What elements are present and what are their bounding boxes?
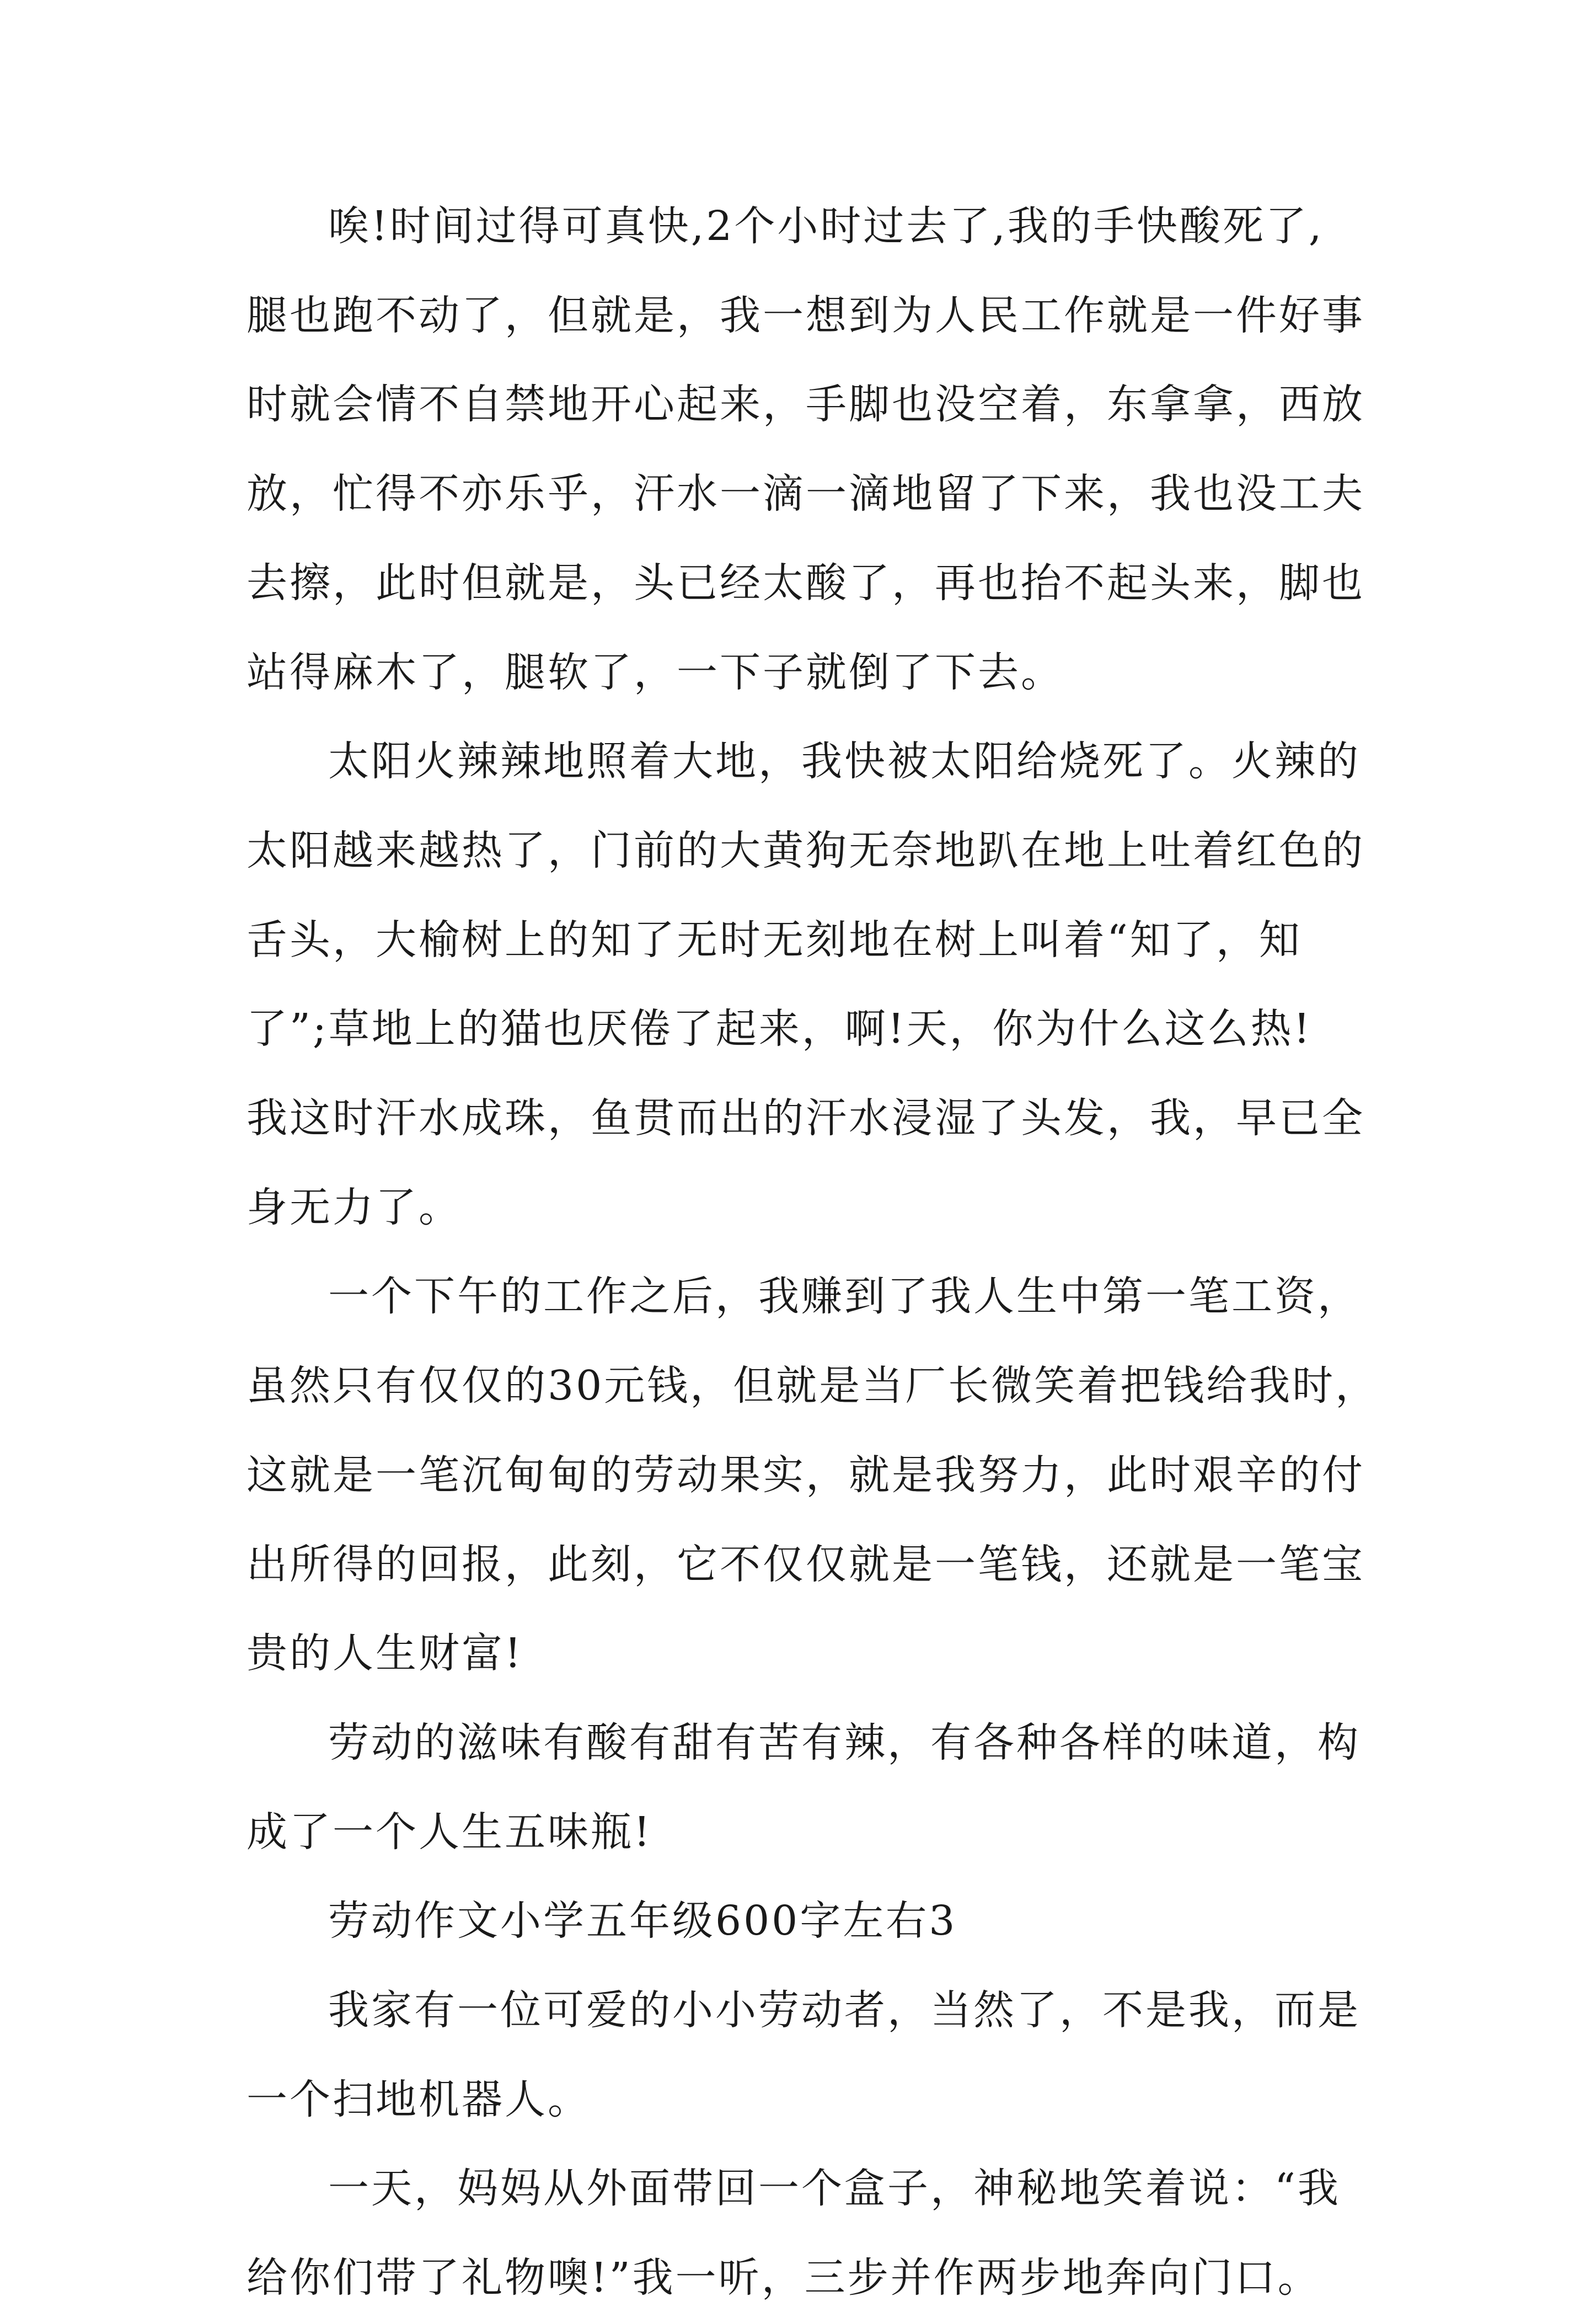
paragraph bbox=[247, 717, 1366, 1252]
section-heading bbox=[247, 1877, 1366, 1966]
text-line: 时就会情不自禁地开心起来，手脚也没空着，东拿拿，西放 bbox=[247, 381, 1365, 429]
text-line: 出所得的回报，此刻，它不仅仅就是一笔钱，还就是一笔宝 bbox=[247, 1540, 1365, 1588]
paragraph bbox=[247, 2144, 1366, 2322]
text-line: 给你们带了礼物噢!”我一听，三步并作两步地奔向门口。 bbox=[247, 2254, 1321, 2302]
text-line: 我家有一位可爱的小小劳动者，当然了，不是我，而是 bbox=[328, 1986, 1361, 2034]
text-line: 一个下午的工作之后，我赚到了我人生中第一笔工资， bbox=[328, 1273, 1361, 1321]
text-line: 这就是一笔沉甸甸的劳动果实，就是我努力，此时艰辛的付 bbox=[247, 1451, 1365, 1499]
text-line: 贵的人生财富! bbox=[247, 1630, 523, 1678]
text-line: 一天，妈妈从外面带回一个盒子，神秘地笑着说：“我 bbox=[328, 2165, 1341, 2213]
text-line: 虽然只有仅仅的30元钱，但就是当厂长微笑着把钱给我时， bbox=[247, 1362, 1379, 1410]
text-line: 腿也跑不动了，但就是，我一想到为人民工作就是一件好事 bbox=[247, 291, 1365, 339]
text-line: 劳动作文小学五年级600字左右3 bbox=[328, 1897, 957, 1945]
text-line: 唉!时间过得可真快,2个小时过去了,我的手快酸死了, bbox=[328, 202, 1324, 250]
paragraph bbox=[247, 182, 1366, 717]
text-line: 太阳火辣辣地照着大地，我快被太阳给烧死了。火辣的 bbox=[328, 738, 1361, 786]
document-body bbox=[247, 182, 1379, 2323]
paragraph bbox=[247, 1966, 1366, 2144]
paragraph bbox=[247, 1699, 1366, 1877]
text-line: 一个扫地机器人。 bbox=[247, 2075, 591, 2123]
text-line: 身无力了。 bbox=[247, 1183, 462, 1231]
text-line: 放，忙得不亦乐乎，汗水一滴一滴地留了下来，我也没工夫 bbox=[247, 470, 1365, 518]
text-line: 站得麻木了，腿软了，一下子就倒了下去。 bbox=[247, 648, 1064, 696]
text-line: 我这时汗水成珠，鱼贯而出的汗水浸湿了头发，我，早已全 bbox=[247, 1094, 1365, 1142]
text-line: 太阳越来越热了，门前的大黄狗无奈地趴在地上吐着红色的 bbox=[247, 826, 1365, 874]
text-line: 舌头，大榆树上的知了无时无刻地在树上叫着“知了，知 bbox=[247, 916, 1302, 964]
text-line: 成了一个人生五味瓶! bbox=[247, 1808, 652, 1856]
text-line: 了”;草地上的猫也厌倦了起来，啊!天，你为什么这么热! bbox=[247, 1005, 1313, 1053]
text-line: 去擦，此时但就是，头已经太酸了，再也抬不起头来，脚也 bbox=[247, 559, 1365, 607]
paragraph bbox=[247, 1252, 1379, 1699]
text-line: 劳动的滋味有酸有甜有苦有辣，有各种各样的味道，构 bbox=[328, 1718, 1361, 1766]
